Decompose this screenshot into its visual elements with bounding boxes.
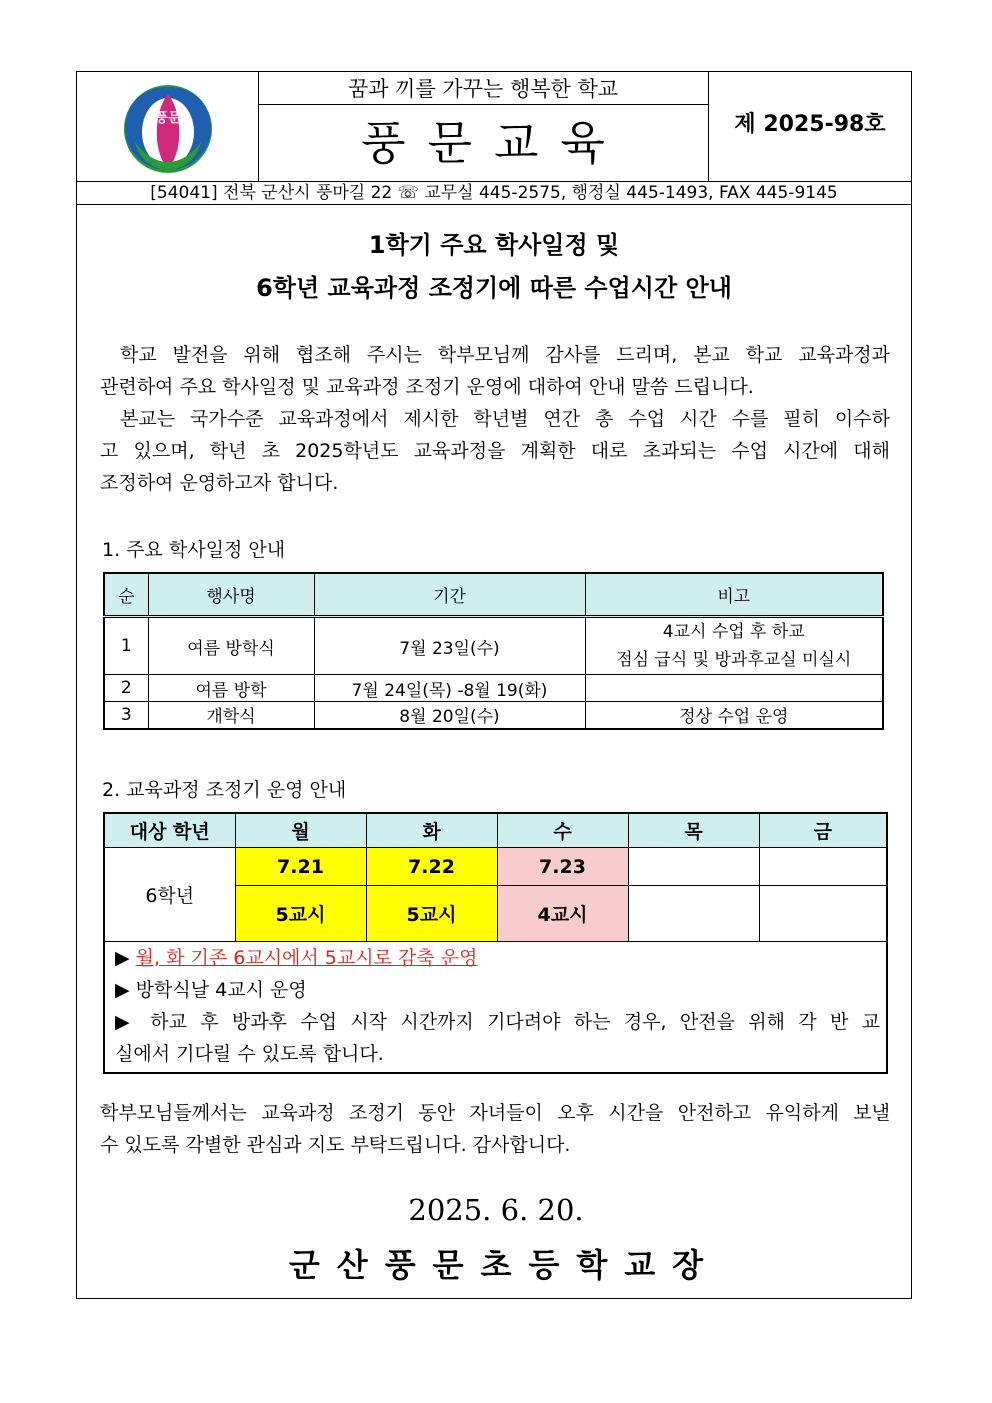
table-row xyxy=(104,675,883,702)
intro-line: 본교는 국가수준 교육과정에서 제시한 학년별 연간 총 수업 시간 수를 필히 이수하 xyxy=(120,408,890,430)
logo-text: 풍문 xyxy=(155,111,181,126)
event-period: 7월 24일(목) -8월 19(화) xyxy=(314,675,585,702)
notice-title-line1: 1학기 주요 학사일정 및 xyxy=(368,231,620,259)
column-header: 목 xyxy=(628,813,759,848)
closing-line: 학부모님들께서는 교육과정 조정기 동안 자녀들이 오후 시간을 안전하고 유익하게 보낼 xyxy=(100,1102,890,1124)
table-row xyxy=(104,617,883,675)
note-line xyxy=(115,974,880,1006)
period-cell: 5교시 xyxy=(366,886,497,942)
bullet-icon: ▶ xyxy=(115,1011,137,1033)
issue-number: 제 2025-98호 xyxy=(734,112,886,137)
period-cell xyxy=(759,886,887,942)
date-cell xyxy=(759,848,887,886)
note-text: 하교 후 방과후 수업 시작 시간까지 기다려야 하는 경우, 안전을 위해 각 반 교 xyxy=(150,1011,880,1033)
table-header-row xyxy=(104,813,887,848)
note-line: 점심 급식 및 방과후교실 미실시 xyxy=(616,650,852,670)
table-header-row xyxy=(104,573,883,617)
event-note xyxy=(585,617,883,675)
event-note xyxy=(585,675,883,702)
notes-cell xyxy=(104,942,887,1074)
date-cell: 7.21 xyxy=(235,848,366,886)
note-text: 실에서 기다릴 수 있도록 합니다. xyxy=(115,1043,384,1065)
row-number: 1 xyxy=(104,617,148,675)
event-name: 개학식 xyxy=(148,702,314,729)
intro-paragraph-2 xyxy=(100,403,890,499)
intro-line: 조정하여 운영하고자 합니다. xyxy=(100,472,339,494)
date-cell: 7.22 xyxy=(366,848,497,886)
event-note: 정상 수업 운영 xyxy=(585,702,883,729)
note-line xyxy=(115,1006,880,1038)
column-header: 비고 xyxy=(585,573,883,617)
column-header: 수 xyxy=(497,813,628,848)
schedule-table xyxy=(103,572,884,730)
period-cell xyxy=(628,886,759,942)
table-row xyxy=(104,702,883,729)
intro-line: 학교 발전을 위해 협조해 주시는 학부모님께 감사를 드리며, 본교 학교 교육과정과 xyxy=(120,344,890,366)
date-cell: 7.23 xyxy=(497,848,628,886)
school-motto: 꿈과 끼를 가꾸는 행복한 학교 xyxy=(258,72,708,105)
period-cell: 4교시 xyxy=(497,886,628,942)
period-cell: 5교시 xyxy=(235,886,366,942)
bullet-icon: ▶ xyxy=(115,947,130,969)
logo-cell xyxy=(77,72,259,181)
note-text: 방학식날 4교시 운영 xyxy=(135,979,307,1001)
intro-line: 관련하여 주요 학사일정 및 교육과정 조정기 운영에 대하여 안내 말씀 드립니다. xyxy=(100,376,754,398)
column-header: 순 xyxy=(104,573,148,617)
date-cell xyxy=(628,848,759,886)
intro-line: 고 있으며, 학년 초 2025학년도 교육과정을 계획한 대로 초과되는 수업 시간에 대해 xyxy=(100,440,890,462)
grade-cell: 6학년 xyxy=(104,848,235,942)
closing-line: 수 있도록 각별한 관심과 지도 부탁드립니다. 감사합니다. xyxy=(100,1134,571,1156)
principal-signature: 군산풍문초등학교장 xyxy=(288,1246,721,1284)
closing-paragraph xyxy=(100,1097,890,1161)
issue-date: 2025. 6. 20. xyxy=(408,1193,584,1227)
event-name: 여름 방학 xyxy=(148,675,314,702)
event-name: 여름 방학식 xyxy=(148,617,314,675)
section1-heading: 1. 주요 학사일정 안내 xyxy=(102,539,286,561)
masthead xyxy=(258,72,709,181)
column-header: 월 xyxy=(235,813,366,848)
column-header: 화 xyxy=(366,813,497,848)
bullet-icon: ▶ xyxy=(115,979,130,1001)
notes-row xyxy=(104,942,887,1074)
newsletter-title: 풍문교육 xyxy=(361,116,627,170)
date-row xyxy=(104,848,887,886)
notice-title-line2: 6학년 교육과정 조정기에 따른 수업시간 안내 xyxy=(256,274,732,302)
column-header: 행사명 xyxy=(148,573,314,617)
school-address: [54041] 전북 군산시 풍마길 22 ☏ 교무실 445-2575, 행정실 445-1493, FAX 445-9145 xyxy=(77,182,911,205)
school-logo-icon xyxy=(77,72,258,181)
column-header: 금 xyxy=(759,813,887,848)
note-line: 4교시 수업 후 하교 xyxy=(662,622,805,642)
header xyxy=(77,72,911,182)
intro-paragraph-1 xyxy=(100,339,890,403)
note-text: 월, 화 기존 6교시에서 5교시로 감축 운영 xyxy=(135,947,478,969)
row-number: 2 xyxy=(104,675,148,702)
column-header: 대상 학년 xyxy=(104,813,235,848)
event-period: 8월 20일(수) xyxy=(314,702,585,729)
row-number: 3 xyxy=(104,702,148,729)
adjustment-table xyxy=(103,812,888,1074)
column-header: 기간 xyxy=(314,573,585,617)
section2-heading: 2. 교육과정 조정기 운영 안내 xyxy=(102,779,347,801)
note-line xyxy=(115,942,880,974)
event-period: 7월 23일(수) xyxy=(314,617,585,675)
